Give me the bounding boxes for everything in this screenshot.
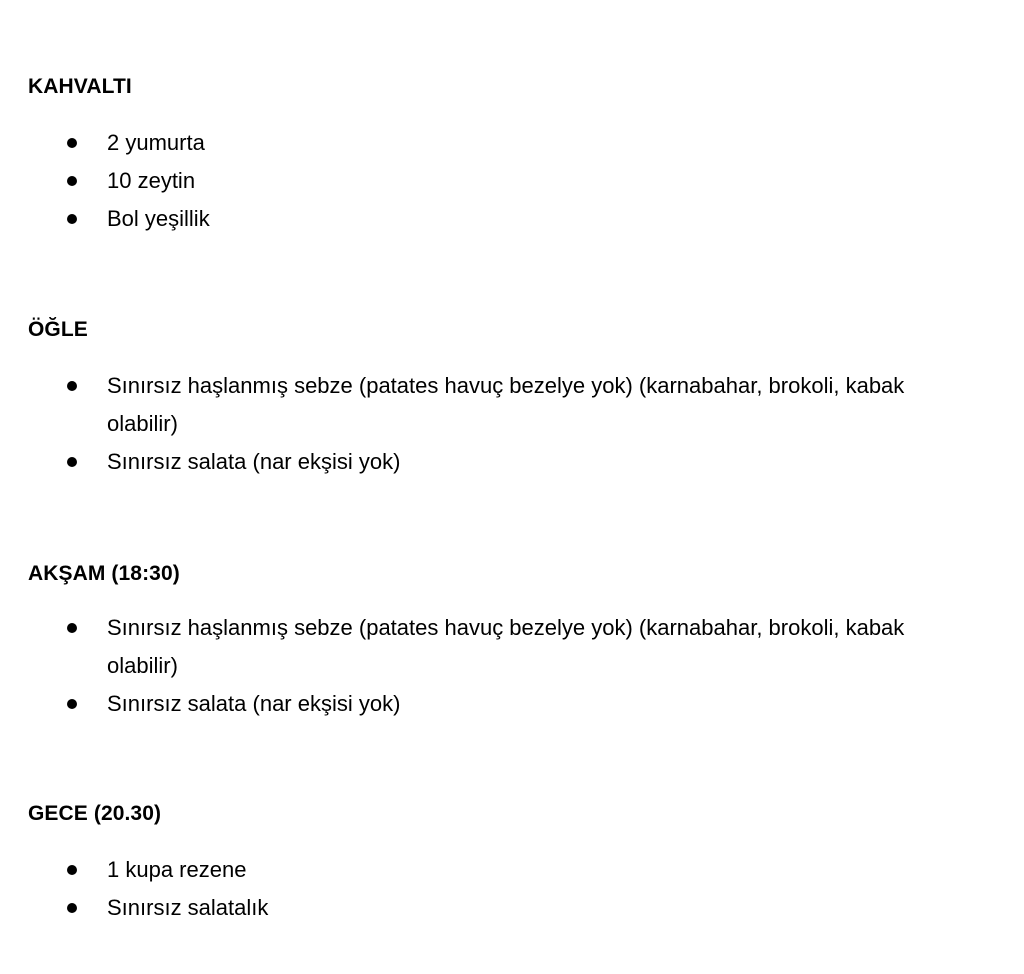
list-ogle (0, 367, 1024, 481)
list-item (0, 889, 1024, 927)
section-title-gece: GECE (20.30) (28, 802, 162, 825)
list-item (0, 685, 1024, 723)
bullet-icon (67, 699, 77, 709)
bullet-icon (67, 903, 77, 913)
bullet-icon (67, 176, 77, 186)
list-item-text: Sınırsız haşlanmış sebze (patates havuç bezelye yok) (karnabahar, brokoli, kabak olabilir) (107, 615, 905, 678)
bullet-icon (67, 381, 77, 391)
section-title-aksam: AKŞAM (18:30) (28, 562, 180, 585)
list-item-text: Sınırsız salata (nar ekşisi yok) (107, 691, 401, 716)
bullet-icon (67, 623, 77, 633)
bullet-icon (67, 214, 77, 224)
list-gece (0, 851, 1024, 927)
bullet-icon (67, 865, 77, 875)
list-item-text: 1 kupa rezene (107, 857, 247, 882)
list-item (0, 200, 1024, 238)
list-item (0, 443, 1024, 481)
list-item-text: Sınırsız haşlanmış sebze (patates havuç bezelye yok) (karnabahar, brokoli, kabak olabilir) (107, 373, 905, 436)
list-item-text: Sınırsız salata (nar ekşisi yok) (107, 449, 401, 474)
bullet-icon (67, 457, 77, 467)
section-title-ogle: ÖĞLE (28, 318, 88, 341)
list-item (0, 367, 1024, 443)
section-title-kahvalti: KAHVALTI (28, 75, 132, 98)
list-item-text: 10 zeytin (107, 168, 196, 193)
list-item-text: 2 yumurta (107, 130, 205, 155)
list-kahvalti (0, 124, 1024, 238)
bullet-icon (67, 138, 77, 148)
list-aksam (0, 609, 1024, 723)
list-item (0, 124, 1024, 162)
list-item-text: Sınırsız salatalık (107, 895, 269, 920)
list-item (0, 162, 1024, 200)
list-item (0, 609, 1024, 685)
list-item-text: Bol yeşillik (107, 206, 210, 231)
list-item (0, 851, 1024, 889)
